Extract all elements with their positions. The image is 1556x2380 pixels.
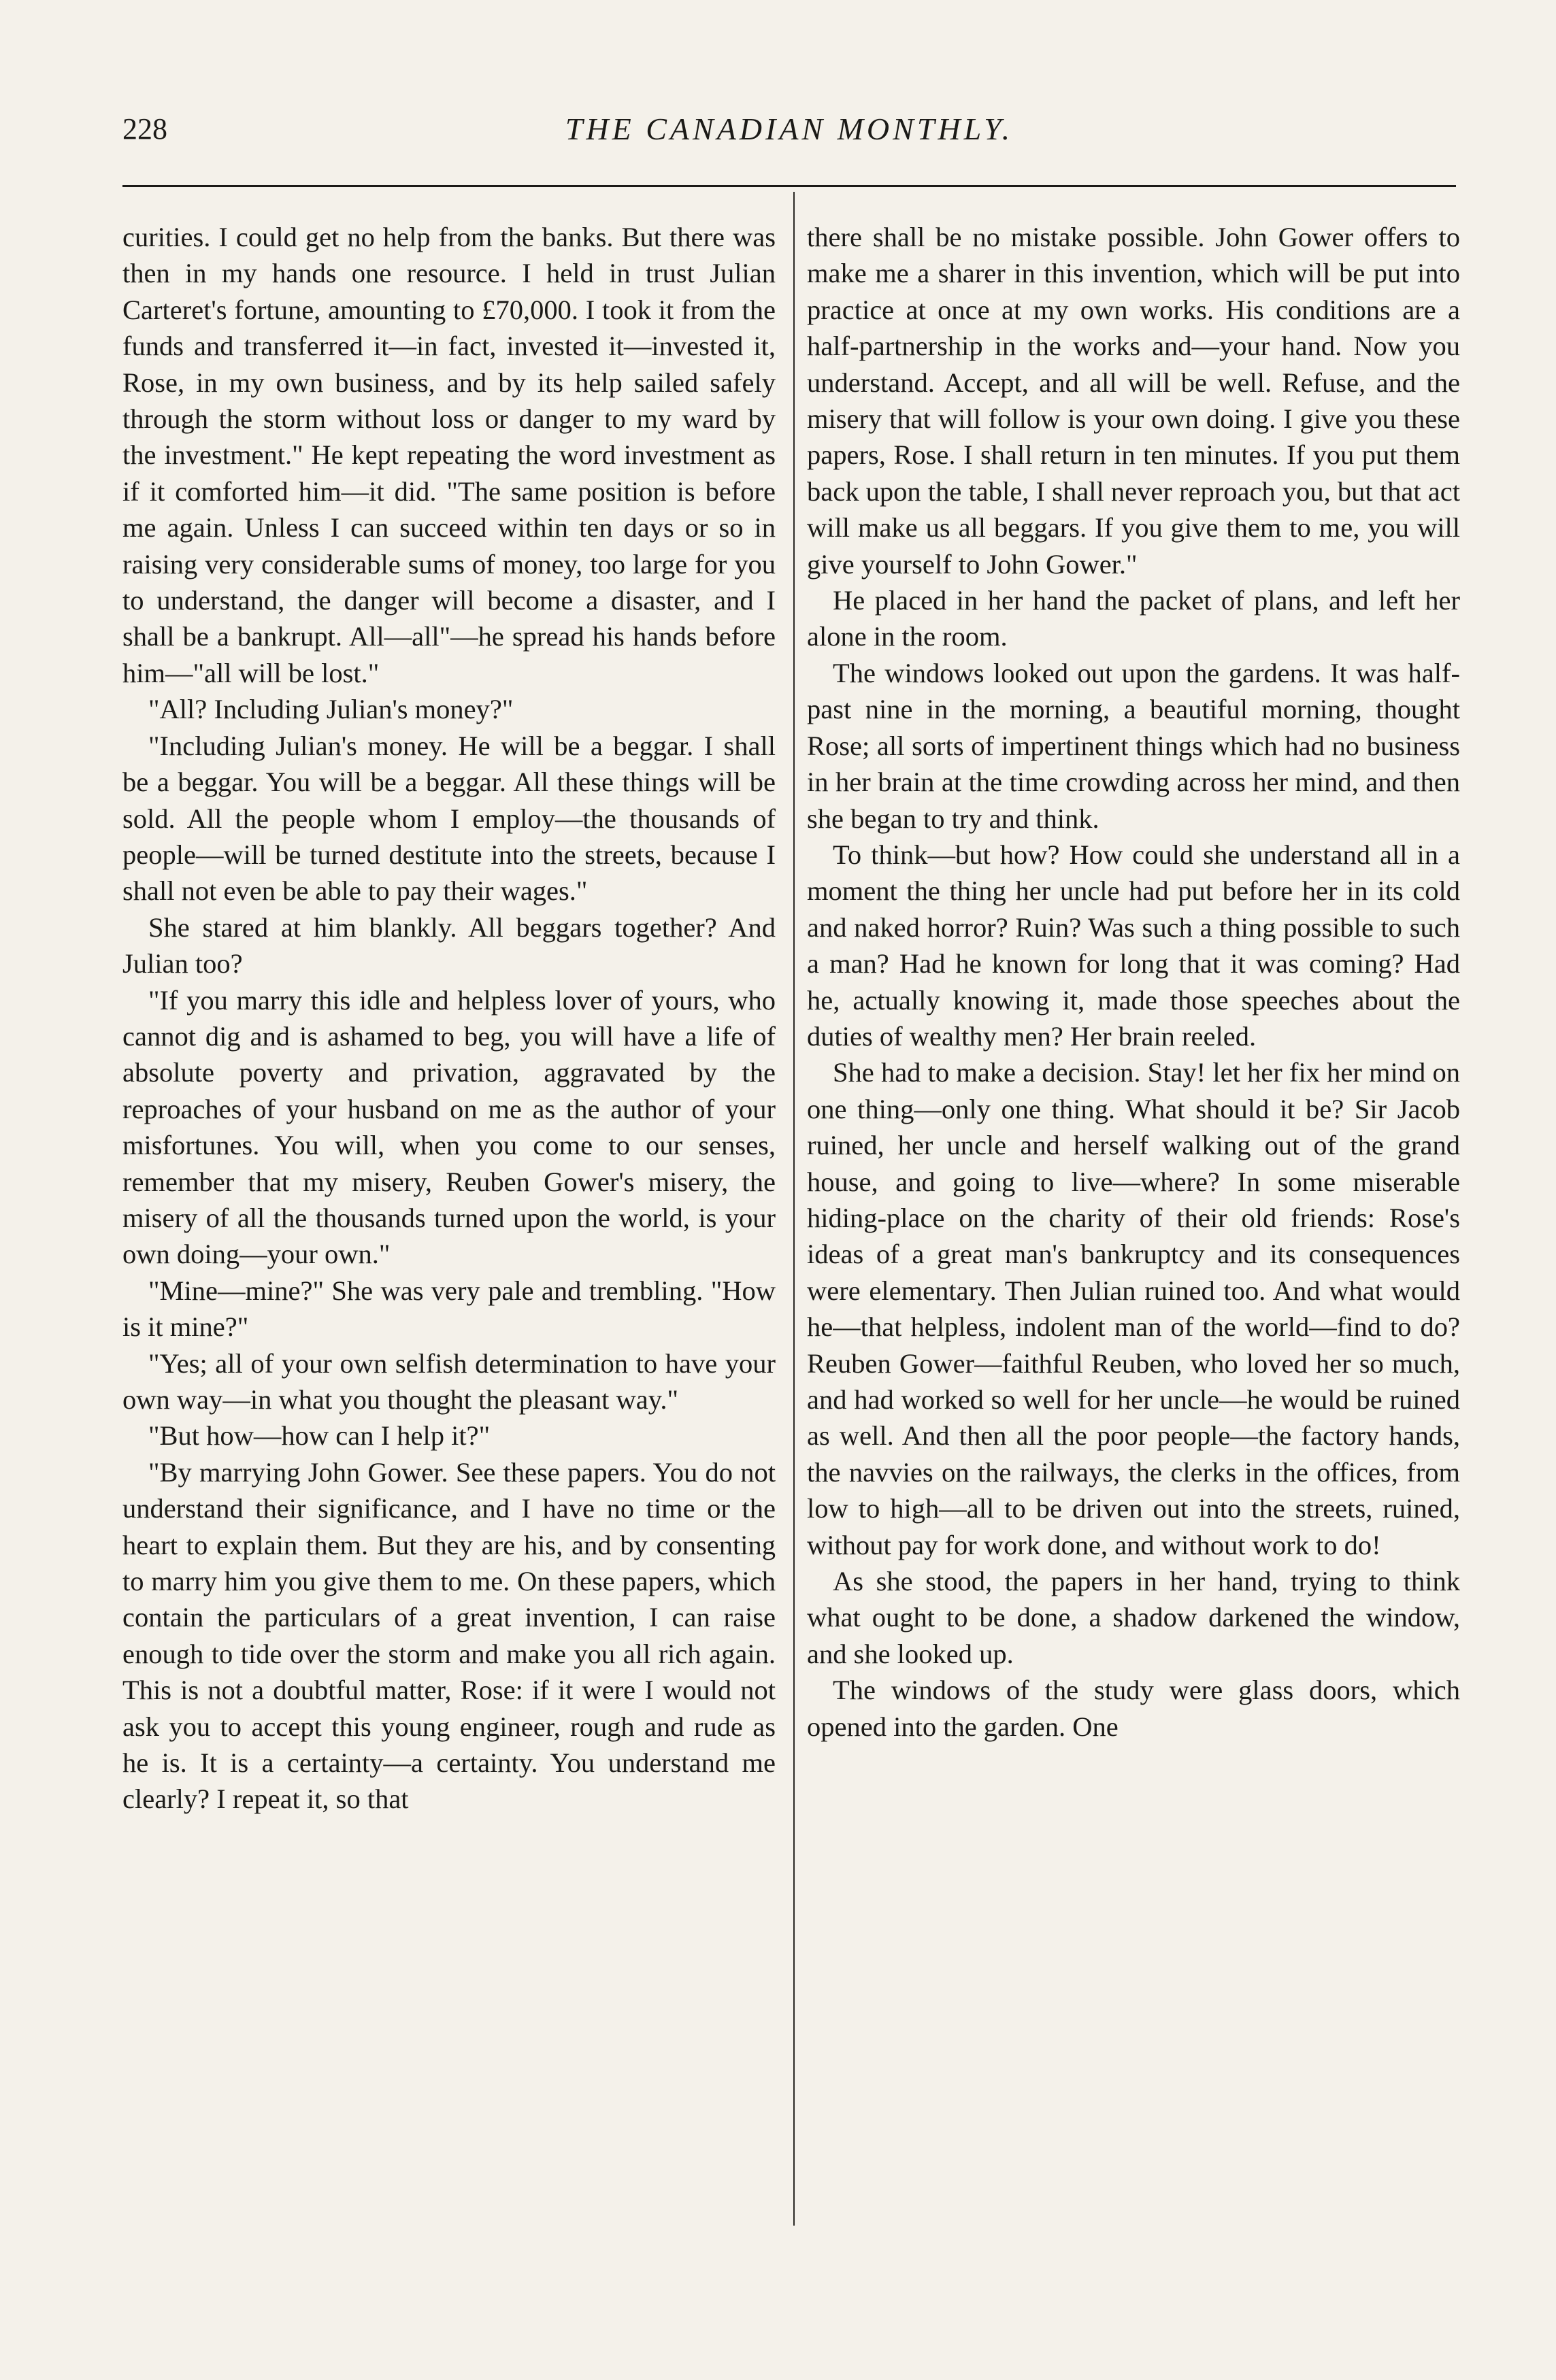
paragraph: there shall be no mistake possible. John Gower offers to make me a sharer in this invention, which will be put into practice at once at my own works. His conditions are a half-partnership in the works and—your hand. Now you understand. Accept, and all will be well. Refuse, and the misery that will follow is your own doing. I give you these papers, Rose. I shall return in ten minutes. If you put them back upon the table, I shall never reproach you, but that act will make us all beggars. If you give them to me, you will give yourself to John Gower.": [807, 222, 1460, 580]
paragraph: "By marrying John Gower. See these papers. You do not understand their significance, and I have no time or the heart to explain them. But they are his, and by consenting to marry him you give them to me. On these papers, which contain the particulars of a great invention, I can raise enough to tide over the storm and make you all rich again. This is not a doubtful matter, Rose: if it were I would not ask you to accept this young engineer, rough and rude as he is. It is a certainty—a certainty. You understand me clearly? I repeat it, so that: [122, 1456, 776, 1815]
paragraph: "Including Julian's money. He will be a beggar. I shall be a beggar. You will be a beggar. All these things will be sold. All the people whom I employ—the thousands of people—will be turned destitute into the streets, because I shall not even be able to pay their wages.": [122, 730, 776, 907]
paragraph: As she stood, the papers in her hand, trying to think what ought to be done, a shadow darkened the window, and she looked up.: [807, 1566, 1460, 1669]
header-rule: [122, 185, 1456, 187]
paragraph: "All? Including Julian's money?": [148, 694, 514, 725]
running-title: THE CANADIAN MONTHLY.: [565, 112, 1014, 146]
left-column: [122, 219, 776, 1817]
paragraph: The windows looked out upon the gardens. It was half-past nine in the morning, a beautiful morning, thought Rose; all sorts of impertinent things which had no business in her brain at the time crowding across her mind, and then she began to try and think.: [807, 657, 1460, 834]
paragraph: She stared at him blankly. All beggars together? And Julian too?: [122, 911, 776, 979]
paragraph: "If you marry this idle and helpless lover of yours, who cannot dig and is ashamed to beg, you will have a life of absolute poverty and privation, aggravated by the reproaches of your husband on me as the author of your misfortunes. You will, when you come to our senses, remember that my misery, Reuben Gower's misery, the misery of all the thousands turned upon the world, is your own doing—your own.": [122, 984, 776, 1270]
paragraph: He placed in her hand the packet of plans, and left her alone in the room.: [807, 585, 1460, 652]
page-number: 228: [122, 112, 167, 146]
paragraph: The windows of the study were glass doors, which opened into the garden. One: [807, 1675, 1460, 1742]
paragraph: She had to make a decision. Stay! let her fix her mind on one thing—only one thing. What should it be? Sir Jacob ruined, her uncle and herself walking out of the grand house, and going to live—where? In some miserable hiding-place on the charity of their old friends: Rose's ideas of a great man's bankruptcy and its consequences were elementary. Then Julian ruined too. And what would he—that helpless, indolent man of the world—find to do? Reuben Gower—faithful Reuben, who loved her so much, and had worked so well for her uncle—he would be ruined as well. And then all the poor people—the factory hands, the navvies on the railways, the clerks in the offices, from low to high—all to be driven out into the streets, ruined, without pay for work done, and without work to do!: [807, 1057, 1460, 1560]
paragraph: To think—but how? How could she understand all in a moment the thing her uncle had put before her in its cold and naked horror? Ruin? Was such a thing possible to such a man? Had he known for long that it was coming? Had he, actually knowing it, made those speeches about the duties of wealthy men? Her brain reeled.: [807, 839, 1460, 1052]
right-column: [807, 219, 1460, 1745]
column-divider: [793, 192, 795, 2226]
page-header: [122, 109, 1456, 156]
paragraph: "Yes; all of your own selfish determination to have your own way—in what you thought the pleasant way.": [122, 1347, 776, 1415]
paragraph: curities. I could get no help from the banks. But there was then in my hands one resource. I held in trust Julian Carteret's fortune, amounting to £70,000. I took it from the funds and transferred it—in fact, invested it—invested it, Rose, in my own business, and by its help sailed safely through the storm without loss or danger to my ward by the investment." He kept repeating the word investment as if it comforted him—it did. "The same position is before me again. Unless I can succeed within ten days or so in raising very considerable sums of money, too large for you to understand, the danger will become a disaster, and I shall be a bankrupt. All—all"—he spread his hands before him—"all will be lost.": [122, 222, 776, 688]
paragraph: "Mine—mine?" She was very pale and trembling. "How is it mine?": [122, 1275, 776, 1343]
paragraph: "But how—how can I help it?": [148, 1420, 491, 1452]
